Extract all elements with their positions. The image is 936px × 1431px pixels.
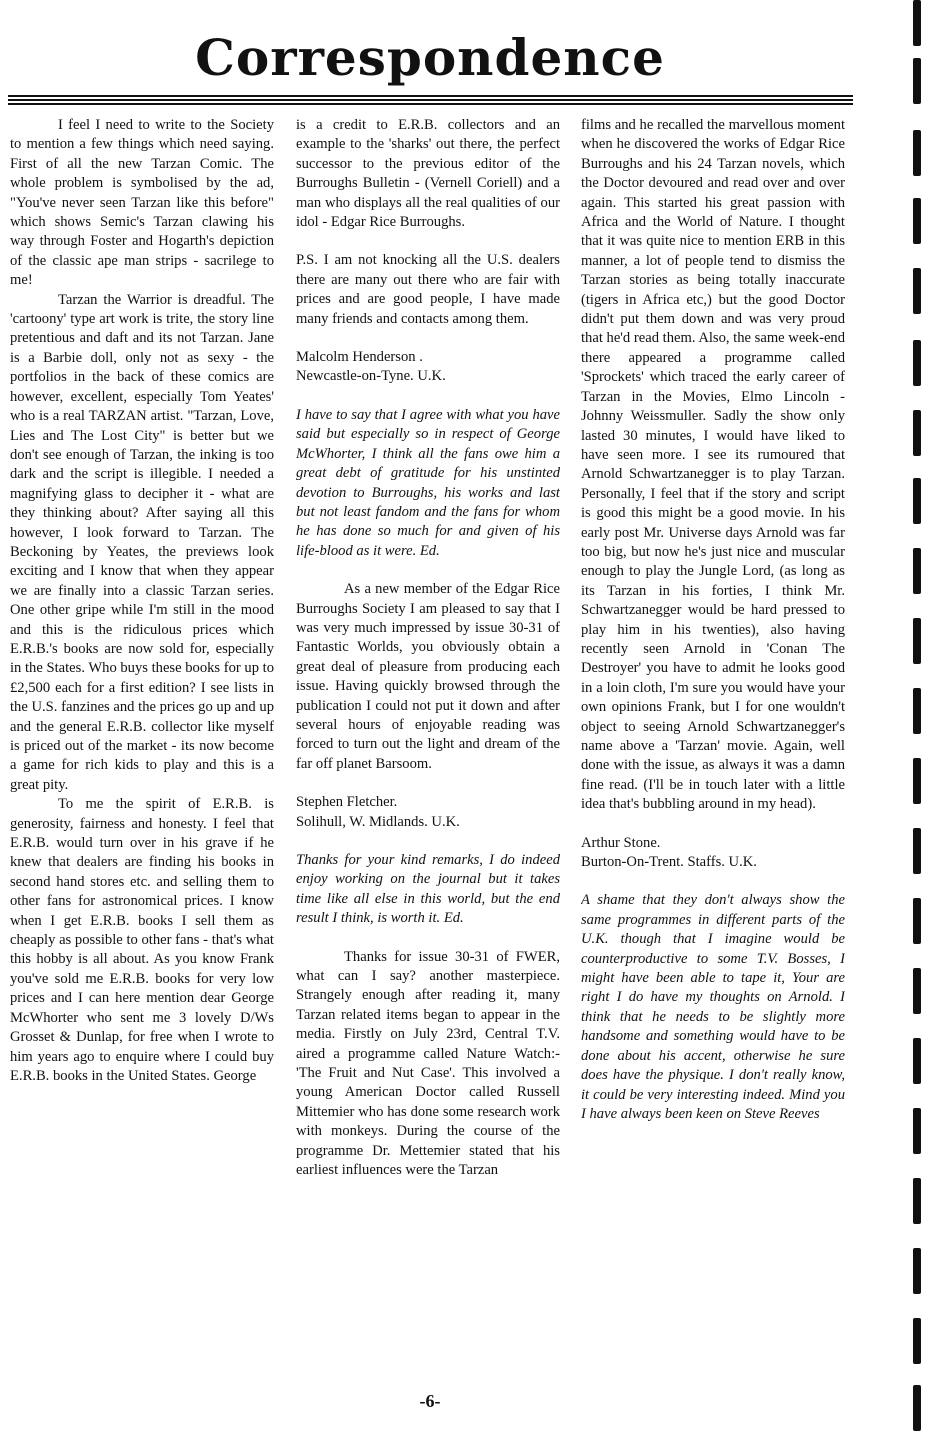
- letter-paragraph: Thanks for issue 30-31 of FWER, what can I say? another masterpiece. Strangely enough after reading it, many Tarzan related items began to appear in the media. Firstly on July 23rd, Central T.V. aired a programme called Nature Watch:- 'The Fruit and Nut Case'. This involved a young American Doctor called Russell Mittemier who has done some research work with monkeys. During the course of the programme Dr. Mettemier stated that his earliest influences were the Tarzan: [296, 948, 560, 1179]
- letter-paragraph: is a credit to E.R.B. collectors and an example to the 'sharks' out there, the perfect successor to the previous editor of the Burroughs Bulletin - (Vernell Coriell) and a man who displays all the real qualities of our idol - Edgar Rice Burroughs.: [296, 117, 560, 231]
- signature-line: Newcastle-on-Tyne. U.K.: [296, 368, 446, 385]
- binding-holes: [913, 0, 933, 1431]
- column-3: [581, 116, 845, 1361]
- editor-reply: I have to say that I agree with what you have said but especially so in respect of George McWhorter, I think all the fans owe him a great debt of gratitude for his unstinted devotion to Burroughs, his works and last but not least fandom and the fans for whom he has done so much for and given of his life-blood as it were. Ed.: [296, 406, 560, 559]
- letter-paragraph: Tarzan the Warrior is dreadful. The 'cartoony' type art work is trite, the story line pretentious and daft and its not Tarzan. Jane is a Barbie doll, only not as sexy - the portfolios in the back of these comics are however, excellent, especially Tom Yeates' who is a real TARZAN artist. "Tarzan, Love, Lies and The Lost City" is better but we don't see enough of Tarzan, the inking is too dark and the script is illegible. I needed a magnifying glass to decipher it - what are they thinking about? After saying all this however, I look forward to Tarzan. The Beckoning by Yeates, the previews look exciting and I know that when they appear we are finally into a classic Tarzan series. One other gripe while I'm still in the mood and this is the ridiculous prices which E.R.B.'s books are now sold for, especially in the States. Who buys these books for up to £2,500 each for a first edition? I see lists in the U.S. fanzines and the prices go up and up and the general E.R.B. collector like myself is priced out of the market - its now become a game for rich kids to play and this is a great pity.: [10, 291, 274, 793]
- signature-line: Arthur Stone.: [581, 834, 661, 851]
- letter-paragraph: films and he recalled the marvellous moment when he discovered the works of Edgar Rice Burroughs and his 24 Tarzan novels, which the Doctor devoured and read over and over again. This started his great passion with Africa and the World of Nature. I thought that it was quite nice to mention ERB in this manner, a lot of people tend to dismiss the Tarzan stories as being totally inaccurate (tigers in Africa etc,) but the good Doctor didn't put them down and was very proud that he'd read them. Also, the same week-end there appeared a programme called 'Sprockets' which traced the early career of Tarzan in the Movies, Elmo Lincoln - Johnny Weissmuller. Sadly the show only lasted 30 minutes, I would have liked to have seen more. I see its rumoured that Arnold Schwartzanegger is to play Tarzan. Personally, I feel that if the story and script is good this might be a good movie. In his early post Mr. Universe days Arnold was far too big, but now he's just nice and muscular enough to play the Jungle Lord, (as long as its Tarzan in his forties, I think Mr. Schwartzanegger would be hard pressed to play him in his twenties), also having recently seen Arnold in 'Conan The Destroyer' you have to admit he looks good in a loin cloth, I'm sure you would have your own opinions Frank, but I for one wouldn't object to seeing Arnold Schwartzanegger's name above a 'Tarzan' movie. Again, well done with the issue, as always it was a damn fine read. (I'll be in touch later with a little idea that's bubbling around in my head).: [581, 117, 845, 813]
- signature-line: Stephen Fletcher.: [296, 794, 398, 811]
- page-title: Correspondence: [195, 28, 665, 87]
- signature-line: Solihull, W. Midlands. U.K.: [296, 813, 460, 830]
- signature-line: Malcolm Henderson .: [296, 349, 423, 366]
- column-2: [296, 116, 560, 1361]
- letter-paragraph: To me the spirit of E.R.B. is generosity, fairness and honesty. I feel that E.R.B. would turn over in his grave if he knew that dealers are finding his books in second hand stores etc. and selling them to other fans for astronomical prices. I know when I get E.R.B. books I sell them as cheaply as possible to other fans - that's what this hobby is all about. As you know Frank you've sold me E.R.B. books for very low prices and I can here mention dear George McWhorter who sent me 3 lovely D/Ws Grosset & Dunlap, for free when I wrote to him years ago to enquire where I could buy E.R.B. books in the United States. George: [10, 796, 274, 1084]
- letter-paragraph: I feel I need to write to the Society to mention a few things which need saying. First of all the new Tarzan Comic. The whole problem is symbolised by the ad, "You've never seen Tarzan like this before" which shows Semic's Tarzan clawing his way through Foster and Hogarth's depiction of the classic ape man strips - sacrilege to me!: [10, 117, 274, 289]
- letter-paragraph: As a new member of the Edgar Rice Burroughs Society I am pleased to say that I was very much impressed by issue 30-31 of Fantastic Worlds, you obviously obtain a great deal of pleasure from producing each issue. Having quickly browsed through the publication I could not put it down and after several hours of enjoyable reading was forced to turn out the light and dream of the far off planet Barsoom.: [296, 581, 560, 772]
- signature-line: Burton-On-Trent. Staffs. U.K.: [581, 854, 757, 871]
- letter-paragraph: P.S. I am not knocking all the U.S. dealers there are many out there who are fair with prices and are good people, I have made many friends and contacts among them.: [296, 252, 560, 327]
- editor-reply: Thanks for your kind remarks, I do indeed enjoy working on the journal but it takes time like all else in this world, but the end result I think, is worth it. Ed.: [296, 852, 560, 927]
- editor-reply: A shame that they don't always show the same programmes in different parts of the U.K. though that I imagine would be counterproductive to some T.V. Bosses, I might have been able to tape it, Your are right I do have my thoughts on Arnold. I think that he needs to be slightly more handsome and something would have to be done about his accent, otherwise he sure does have the physique. I don't really know, it could be very interesting indeed. Mind you I have always been keen on Steve Reeves: [581, 892, 845, 1122]
- page-number: -6-: [419, 1391, 441, 1411]
- title-rule: [8, 95, 853, 109]
- column-1: [10, 116, 274, 1361]
